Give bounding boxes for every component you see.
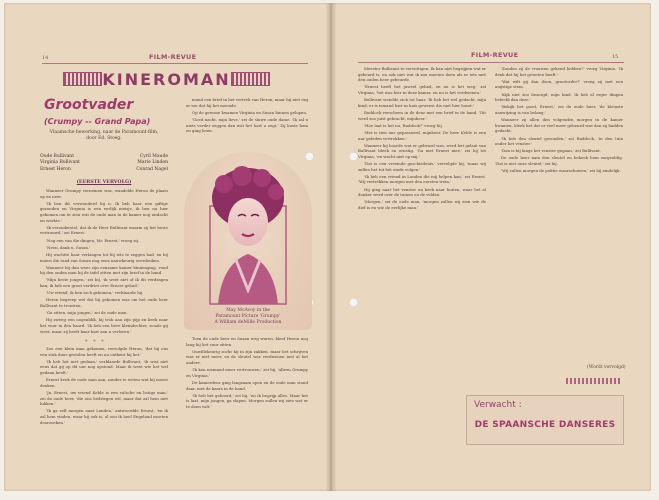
banner-title: KINEROMAN [102, 69, 231, 89]
paragraph: Wanneer hij dan weer zijn eenzame kamer binnenging, vond hij den ouden man bij de tafel zitten met zijn brief in de hand. [40, 264, 168, 276]
paragraph: De oude heer nam den sleutel en bekeek hem zorgvuldig. 'Dat is niet onze sleutel,' zei hij. [495, 155, 623, 167]
paragraph: 'Goed nacht, mijn lieve,' zei de sluwe oude dame. 'Ik zal u niets verder zeggen dan wat het hart u zegt.' Zij kuste hem en ging heen. [186, 116, 308, 134]
paragraph: 'Wij zullen morgen de politie waarschuwen,' zei hij eindelijk. [501, 168, 621, 174]
story-subtitle: (Crumpy -- Grand Papa) [44, 117, 151, 126]
portrait-photo [198, 164, 298, 306]
left-column-2-lower [186, 336, 308, 470]
paragraph: Hij ging naar het venster en keek naar buiten, waar het al donker werd over de tuinen en de velden. [358, 186, 486, 198]
paragraph: 'Wat wilt gij dan doen, grootvader?' vroeg zij met een angstige stem. [495, 78, 623, 90]
left-column-1 [40, 188, 168, 338]
paragraph: 'Zouden zij de vrouwen gekend hebben?' vroeg Virginia. 'Ik denk dat hij het geweten heeft.' [495, 66, 623, 77]
wordt-vervolgd: (Wordt vervolgd) [587, 365, 626, 370]
paragraph: 'Ik heb het gehoord,' zei hij, 'en ik begrijp alles. Maar het is laat, mijn jongen, ga slapen. Morgen zullen wij zien wat er te doen valt.' [186, 392, 308, 409]
caption-line: May McAvoy in the [226, 308, 270, 313]
paragraph: 'Ik heb het niet gedaan,' verklaarde Bullivant, 'ik wist niet eens dat gij op dit uur nog opstond. Maar ik weet wie het wel gedaan heeft.' [40, 358, 168, 375]
paragraph: 'Mijn beste jongen,' zei hij, 'ik weet niet of ik dit verdragen kan; ik heb een groot verdriet over Ernest gehad.' [40, 277, 168, 289]
left-page-number: 14 [42, 55, 49, 61]
paragraph: 'Ga zitten, mijn jongen,' zei de oude man. [46, 310, 128, 316]
paragraph: 'Bekijk het goed, Ernest,' zei de oude heer, 'de kleinste aanwijzing is van belang.' [495, 104, 623, 115]
paragraph: 'Morgen,' zei de oude man, 'morgen zullen wij zien wie de dief is en wie de eerlijke man.' [358, 199, 486, 210]
paragraph: Hij zweeg een oogenblik, hij trok aan zijn pijp en keek naar het vuur in den haard. 'Ik heb een lieve kleindochter, zooals gij weet, maar zij heeft haar hart aan u verloren.' [40, 317, 168, 334]
paragraph: 'Dat is een vreemde geschiedenis,' vervolgde hij, 'maar wij zullen het tot het einde volgen.' [358, 161, 486, 172]
paragraph: Wanneer hij hoorde wat er gebeurd was, werd het gelaat van Bullivant bleek en ernstig. 'Ga met Ernest mee,' zei hij tot Virginia, 'en wacht niet op mij.' [358, 142, 486, 159]
left-running-head: FILM-REVUE [149, 53, 197, 61]
page-gutter [326, 3, 336, 491]
section-divider: * * * [85, 339, 106, 345]
cast-role: Oude Bullivant [40, 154, 75, 159]
credit-line: Vlaamsche bewerking, naar de Paramount-film, [49, 130, 159, 135]
paragraph: 'Uw vriend, ik ben toch gekomen,' verklaarde hij. [46, 290, 144, 296]
paragraph: Wanneer zij allen den volgenden morgen in de kamer kwamen, bleek het dat er veel meer gebeurd was dan zij hadden gedacht. [495, 117, 623, 134]
cast-role: Virginia Bullivant [40, 160, 80, 166]
left-column-1-lower [40, 346, 168, 470]
paragraph: Wanneer Grumpy vernemen was, wandelde Heron de plaats op en neer. [40, 188, 168, 199]
left-column-2-top [186, 97, 308, 149]
paragraph: Toen de oude heer en Susan weg waren, bleef Heron nog lang bij het vuur zitten. [186, 336, 308, 347]
right-column-2 [495, 66, 623, 362]
right-page-number: 15 [612, 54, 619, 60]
section-heading: (EERSTE VERVOLG) [76, 179, 132, 185]
paragraph: 'Ja, Ernest, uw vriend Keble is een valsche en listige man,' zei de oude heer, 'die ons bedriegen wil, maar dat zal hem niet lukken.' [40, 389, 168, 407]
header-rule [42, 63, 308, 64]
paragraph: 'Neen, dank u, Susan.' [46, 244, 91, 250]
caption-line: Paramount Picture 'Grumpy' [215, 314, 281, 319]
paragraph: Zoo een klein man gekomen, vervolgde Heron, 'dat hij ons een stuk duur gestolen heeft en nu ontkent hij het.' [40, 346, 168, 357]
paragraph: 'Ik heb een vriend in Londen die mij helpen kan,' zei Ernest. 'Wij vertrekken morgen met den eersten trein.' [358, 173, 486, 185]
caption-line: A William deMille Production [214, 320, 282, 325]
paragraph: 'Ik heb den sleutel gevonden,' zei Ruddock, 'in den tuin onder het venster.' [495, 135, 623, 147]
hair-curl [253, 169, 271, 187]
paragraph: 'Nog een van die dingen, Mr. Ernest,' vroeg zij. [46, 237, 140, 243]
paragraph: Bullivant wendde zich tot haar. 'Ik heb het wel gedacht, mijn kind; er is iemand hier in huis geweest die niet hier hoort.' [358, 97, 486, 108]
cast-actor: Marie Linden [137, 160, 168, 166]
paragraph: Onwillekeurig zocht hij in zijn zakken, maar het schrijven was er niet meer, en de sleutel was verdwenen met al het andere. [186, 348, 308, 365]
paragraph: 'Ernest heeft het juweel gehad, en nu is het weg,' zei Virginia, 'het was hier in deze kamer, en nu is het verdwenen.' [358, 84, 486, 95]
right-running-head: FILM-REVUE [471, 51, 519, 59]
paragraph: 'Ik ga zelf morgen naar Londen,' antwoordde Ernest, 'en ik zal hem vinden, waar hij ook is, al zou ik heel Engeland moeten doorzoeken.' [40, 408, 168, 425]
kineroman-banner [63, 69, 270, 89]
paragraph: Ernest keek de oude man aan, zonder te weten wat hij moest denken. [40, 377, 168, 388]
paragraph: 'Ik kan niemand meer vertrouwen,' zei hij, 'alleen Grumpy en Virginia.' [186, 367, 308, 378]
binding-hole [305, 152, 314, 161]
coming-soon-title: DE SPAANSCHE DANSERES [474, 420, 616, 430]
hair-curl [215, 175, 233, 193]
paragraph: 'Ik veronderstel, dat ik de Heer Bullivant waarin zij het beste vertrouwd,' zei Ernest. [40, 224, 168, 236]
banner-ornament [231, 72, 270, 86]
paragraph: De kamerdeur ging langzaam open en de oude man stond daar, met de kaars in de hand. [186, 379, 308, 391]
paragraph: mond een brief in het vertrek van Heron, maar hij niet erg er toe dat hij het meende. [186, 97, 308, 108]
photo-caption [188, 308, 308, 326]
header-rule [358, 62, 624, 63]
paragraph: Meester Bullivant te verwittigen. Ik kan niet begrijpen wat er gebeurd is, en ook niet wat ik zou moeten doen als er iets met den ouden heer gebeurde. [358, 66, 486, 83]
paragraph: 'Het is tien uur gepasseerd, mijnheer. De heer Keble is een uur geleden vertrokken.' [358, 129, 486, 141]
paragraph: 'Ik ben dit verwonderd bij u. Ik heb haar een giftige gezonden en Virginia is een eerlijk meisje, ik ben nu hier gekomen om te zien wat de oude man in de kamer nog uitdacht en werkte.' [40, 200, 168, 223]
paragraph: Ruddock verscheen in de deur met een brief in de hand. 'Dit werd zoo juist gebracht, mijnheer.' [358, 109, 486, 121]
paragraph: Op de gewone kwamen Virginia en Susan binnen gelopen. [192, 109, 308, 115]
binding-hole [349, 152, 358, 161]
paragraph: Hij wachtte haar verlangen tot hij iets te zeggen had, en hij moest die raad van Susan nog eens nauwkeurig overdenken. [40, 251, 168, 263]
adaptation-credit [40, 130, 168, 142]
face [228, 198, 268, 246]
cast-row [40, 167, 168, 173]
paragraph: 'Hoe laat is het nu, Ruddock?' vroeg hij. [364, 122, 443, 128]
hair-curl [268, 184, 284, 200]
story-title: Grootvader [44, 97, 134, 113]
blouse [218, 254, 278, 304]
cast-actor: Conrad Nagel [136, 166, 168, 172]
binding-hole [349, 298, 358, 307]
verwacht-label: Verwacht : [474, 400, 522, 410]
end-ornament [566, 378, 620, 384]
cast-list [40, 154, 168, 173]
banner-ornament [63, 72, 102, 86]
paragraph: Heron begreep wel dat hij gekomen was om het oude heer Bullivant te troosten. [40, 297, 168, 309]
hair-curl [232, 166, 252, 186]
paragraph: 'Kijk niet zoo bezorgd, mijn kind. Ik heb al erger dingen beleefd dan deze.' [495, 91, 623, 103]
credit-line: door Ed. Stoeg. [86, 136, 122, 141]
cast-actor: Cyril Maude [139, 154, 168, 159]
paragraph: 'Dan is hij langs het venster gegaan,' zei Bullivant. [501, 148, 602, 154]
cast-role: Ernest Heron [40, 166, 71, 172]
